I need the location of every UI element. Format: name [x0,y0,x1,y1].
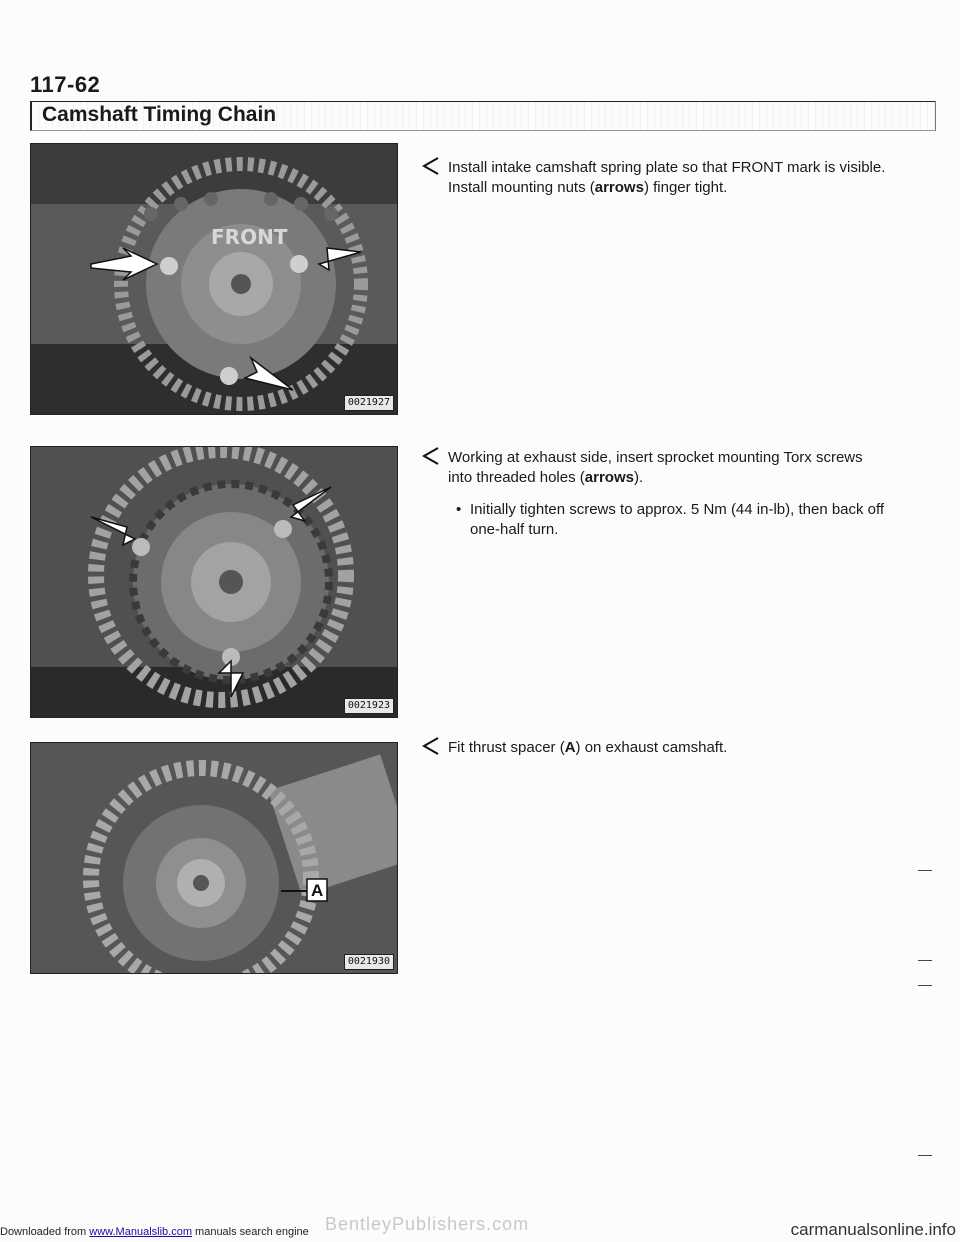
step-text: Install intake camshaft spring plate so that FRONT mark is visible. Install mounting nuts (arrows) finger tight. [448,159,886,196]
step-install-spring-plate [420,158,890,198]
scan-edge-mark [918,985,932,986]
figure-exhaust-sprocket-torx [30,446,398,718]
step-text: Working at exhaust side, insert sprocket mounting Torx screws into threaded holes (arrows). [448,449,863,486]
step-insert-torx-screws [420,448,890,540]
left-pointer-icon [420,736,448,756]
figure-code: 0021930 [344,954,394,970]
page-number: 117-62 [30,72,101,97]
scan-edge-mark [918,1155,932,1156]
engine-photo-3 [31,743,398,974]
figure-intake-spring-plate [30,143,398,415]
section-title: Camshaft Timing Chain [42,103,277,126]
bullet-item [420,500,890,540]
engine-photo-1 [31,144,398,415]
step-text: Fit thrust spacer (A) on exhaust camshaft. [448,739,728,756]
step-fit-thrust-spacer [420,738,890,758]
bullet-text: Initially tighten screws to approx. 5 Nm (44 in-lb), then back off one-half turn. [470,501,885,538]
left-pointer-icon [420,156,448,176]
section-title-box [30,101,936,131]
footer-download-note: Downloaded from www.Manualslib.com manuals search engine [0,1226,309,1238]
scan-edge-mark [918,870,932,871]
left-pointer-icon [420,446,448,466]
front-mark-label: FRONT [211,225,288,249]
publisher-watermark: BentleyPublishers.com [325,1214,530,1234]
figure-code: 0021923 [344,698,394,714]
site-watermark: carmanualsonline.info [790,1220,956,1239]
engine-photo-2 [31,447,398,718]
scan-edge-mark [918,960,932,961]
figure-code: 0021927 [344,395,394,411]
manualslib-link[interactable]: www.Manualslib.com [89,1226,192,1238]
figure-thrust-spacer [30,742,398,974]
callout-a-label: A [311,881,324,900]
bullet-dot: • [456,501,462,518]
